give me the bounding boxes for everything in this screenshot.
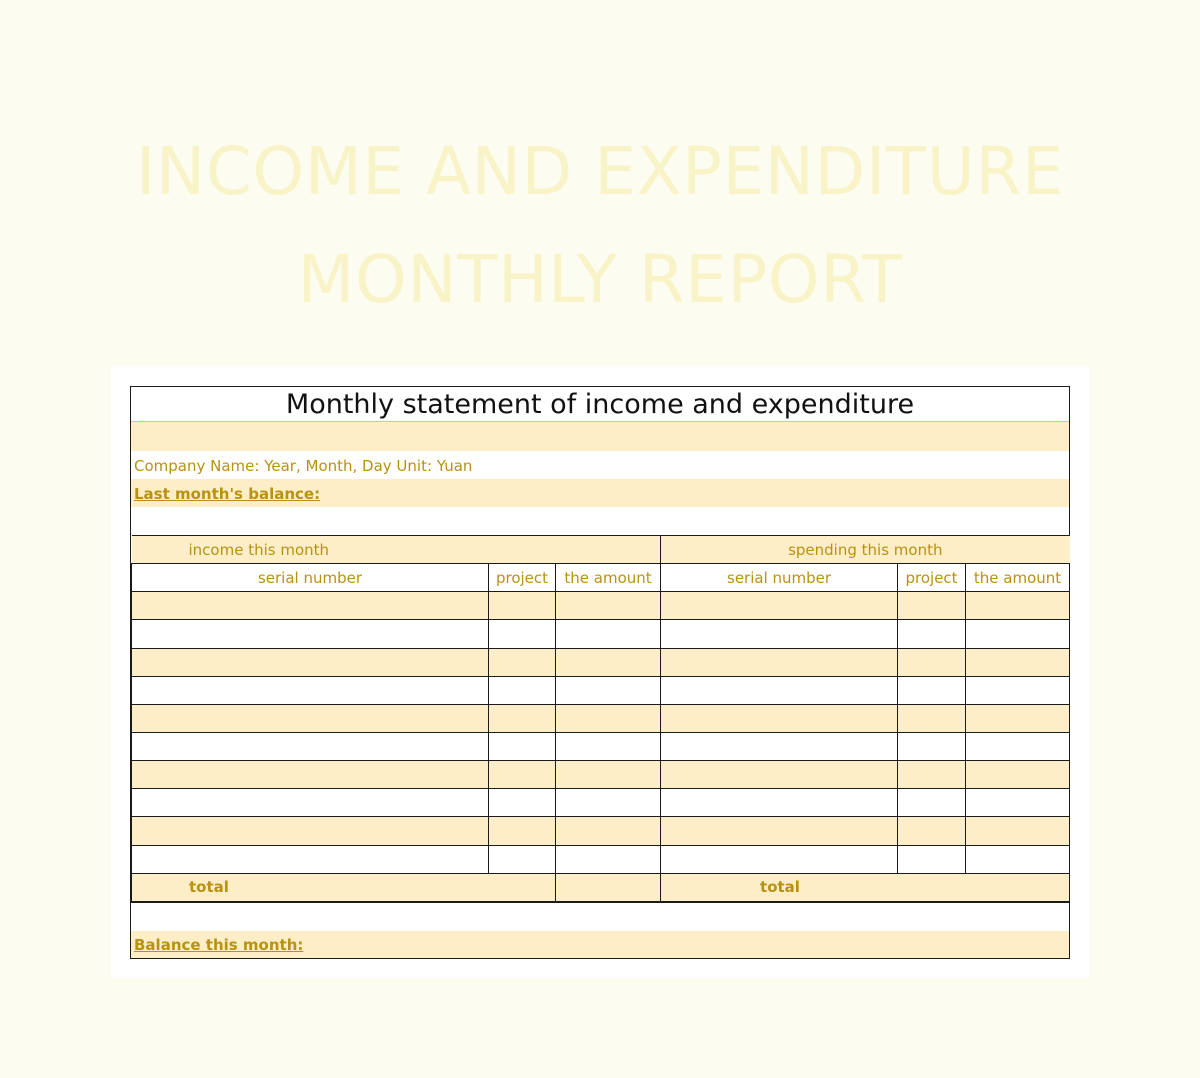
company-row bbox=[131, 451, 1069, 479]
table-cell[interactable] bbox=[556, 704, 661, 732]
hero-title-line-2: MONTHLY REPORT bbox=[297, 241, 903, 318]
table-row bbox=[132, 648, 1070, 676]
income-col-amount: the amount bbox=[556, 564, 661, 592]
table-cell[interactable] bbox=[489, 648, 556, 676]
table-cell[interactable] bbox=[132, 817, 489, 845]
table-cell[interactable] bbox=[661, 592, 898, 620]
table-cell[interactable] bbox=[661, 732, 898, 760]
table-cell[interactable] bbox=[966, 620, 1070, 648]
balance-this-month-row bbox=[131, 931, 1069, 958]
income-col-project: project bbox=[489, 564, 556, 592]
income-section-header bbox=[132, 536, 661, 564]
table-cell[interactable] bbox=[898, 648, 966, 676]
table-cell[interactable] bbox=[966, 761, 1070, 789]
table-cell[interactable] bbox=[132, 620, 489, 648]
table-cell[interactable] bbox=[489, 676, 556, 704]
table-row bbox=[132, 817, 1070, 845]
table-cell[interactable] bbox=[661, 648, 898, 676]
balance-this-month-label: Balance this month: bbox=[134, 936, 304, 954]
income-total-value[interactable] bbox=[556, 873, 661, 901]
spending-section-header bbox=[661, 536, 1070, 564]
table-cell[interactable] bbox=[898, 845, 966, 873]
table-cell[interactable] bbox=[556, 789, 661, 817]
spending-col-serial: serial number bbox=[661, 564, 898, 592]
table-cell[interactable] bbox=[489, 592, 556, 620]
table-cell[interactable] bbox=[489, 789, 556, 817]
spending-col-project: project bbox=[898, 564, 966, 592]
table-cell[interactable] bbox=[898, 592, 966, 620]
table-cell[interactable] bbox=[966, 817, 1070, 845]
table-cell[interactable] bbox=[898, 732, 966, 760]
table-row bbox=[132, 676, 1070, 704]
table-row bbox=[132, 704, 1070, 732]
table-cell[interactable] bbox=[661, 676, 898, 704]
blank-band-row bbox=[131, 422, 1069, 451]
table-cell[interactable] bbox=[489, 761, 556, 789]
table-cell[interactable] bbox=[556, 648, 661, 676]
income-col-serial: serial number bbox=[132, 564, 489, 592]
table-cell[interactable] bbox=[661, 817, 898, 845]
table-cell[interactable] bbox=[132, 592, 489, 620]
table-cell[interactable] bbox=[966, 704, 1070, 732]
table-cell[interactable] bbox=[661, 845, 898, 873]
table-cell[interactable] bbox=[661, 789, 898, 817]
table-cell[interactable] bbox=[661, 620, 898, 648]
page-hero-title bbox=[0, 118, 1200, 334]
table-cell[interactable] bbox=[556, 761, 661, 789]
table-cell[interactable] bbox=[966, 845, 1070, 873]
table-row bbox=[132, 620, 1070, 648]
company-line: Company Name: Year, Month, Day Unit: Yuan bbox=[134, 457, 473, 475]
table-cell[interactable] bbox=[489, 732, 556, 760]
table-cell[interactable] bbox=[556, 817, 661, 845]
table-cell[interactable] bbox=[966, 676, 1070, 704]
table-cell[interactable] bbox=[556, 592, 661, 620]
income-total-cell bbox=[132, 873, 556, 901]
total-row bbox=[132, 873, 1070, 901]
table-cell[interactable] bbox=[556, 845, 661, 873]
table-row bbox=[132, 732, 1070, 760]
table-cell[interactable] bbox=[898, 789, 966, 817]
table-row bbox=[132, 789, 1070, 817]
hero-title-line-1: INCOME AND EXPENDITURE bbox=[135, 133, 1065, 210]
income-total-label: total bbox=[189, 878, 229, 897]
table-cell[interactable] bbox=[661, 761, 898, 789]
table-row bbox=[132, 592, 1070, 620]
table-cell[interactable] bbox=[898, 704, 966, 732]
statement-sheet bbox=[130, 386, 1070, 959]
table-cell[interactable] bbox=[898, 676, 966, 704]
table-cell[interactable] bbox=[489, 845, 556, 873]
table-cell[interactable] bbox=[556, 732, 661, 760]
table-row bbox=[132, 761, 1070, 789]
section-header-row bbox=[132, 536, 1070, 564]
table-cell[interactable] bbox=[966, 789, 1070, 817]
table-cell[interactable] bbox=[898, 620, 966, 648]
table-cell[interactable] bbox=[556, 676, 661, 704]
last-balance-row bbox=[131, 479, 1069, 507]
table-cell[interactable] bbox=[489, 704, 556, 732]
table-cell[interactable] bbox=[132, 732, 489, 760]
table-cell[interactable] bbox=[556, 620, 661, 648]
table-cell[interactable] bbox=[661, 704, 898, 732]
blank-white-row-bottom bbox=[131, 902, 1069, 931]
table-cell[interactable] bbox=[966, 648, 1070, 676]
table-row bbox=[132, 845, 1070, 873]
spending-total-cell bbox=[661, 873, 1070, 901]
column-header-row bbox=[132, 564, 1070, 592]
spending-section-label: spending this month bbox=[788, 540, 943, 559]
income-section-label: income this month bbox=[188, 540, 330, 559]
table-cell[interactable] bbox=[132, 761, 489, 789]
table-cell[interactable] bbox=[132, 676, 489, 704]
table-cell[interactable] bbox=[132, 845, 489, 873]
table-cell[interactable] bbox=[966, 732, 1070, 760]
table-cell[interactable] bbox=[898, 761, 966, 789]
table-cell[interactable] bbox=[489, 620, 556, 648]
spending-total-label: total bbox=[760, 878, 800, 897]
sheet-title: Monthly statement of income and expenditure bbox=[131, 387, 1069, 422]
table-cell[interactable] bbox=[132, 789, 489, 817]
last-month-balance-label: Last month's balance: bbox=[134, 485, 321, 503]
blank-white-row bbox=[131, 507, 1069, 535]
income-expenditure-table bbox=[131, 535, 1070, 902]
table-cell[interactable] bbox=[132, 704, 489, 732]
spending-col-amount: the amount bbox=[966, 564, 1070, 592]
table-cell[interactable] bbox=[489, 817, 556, 845]
table-cell[interactable] bbox=[966, 592, 1070, 620]
table-cell[interactable] bbox=[132, 648, 489, 676]
table-cell[interactable] bbox=[898, 817, 966, 845]
